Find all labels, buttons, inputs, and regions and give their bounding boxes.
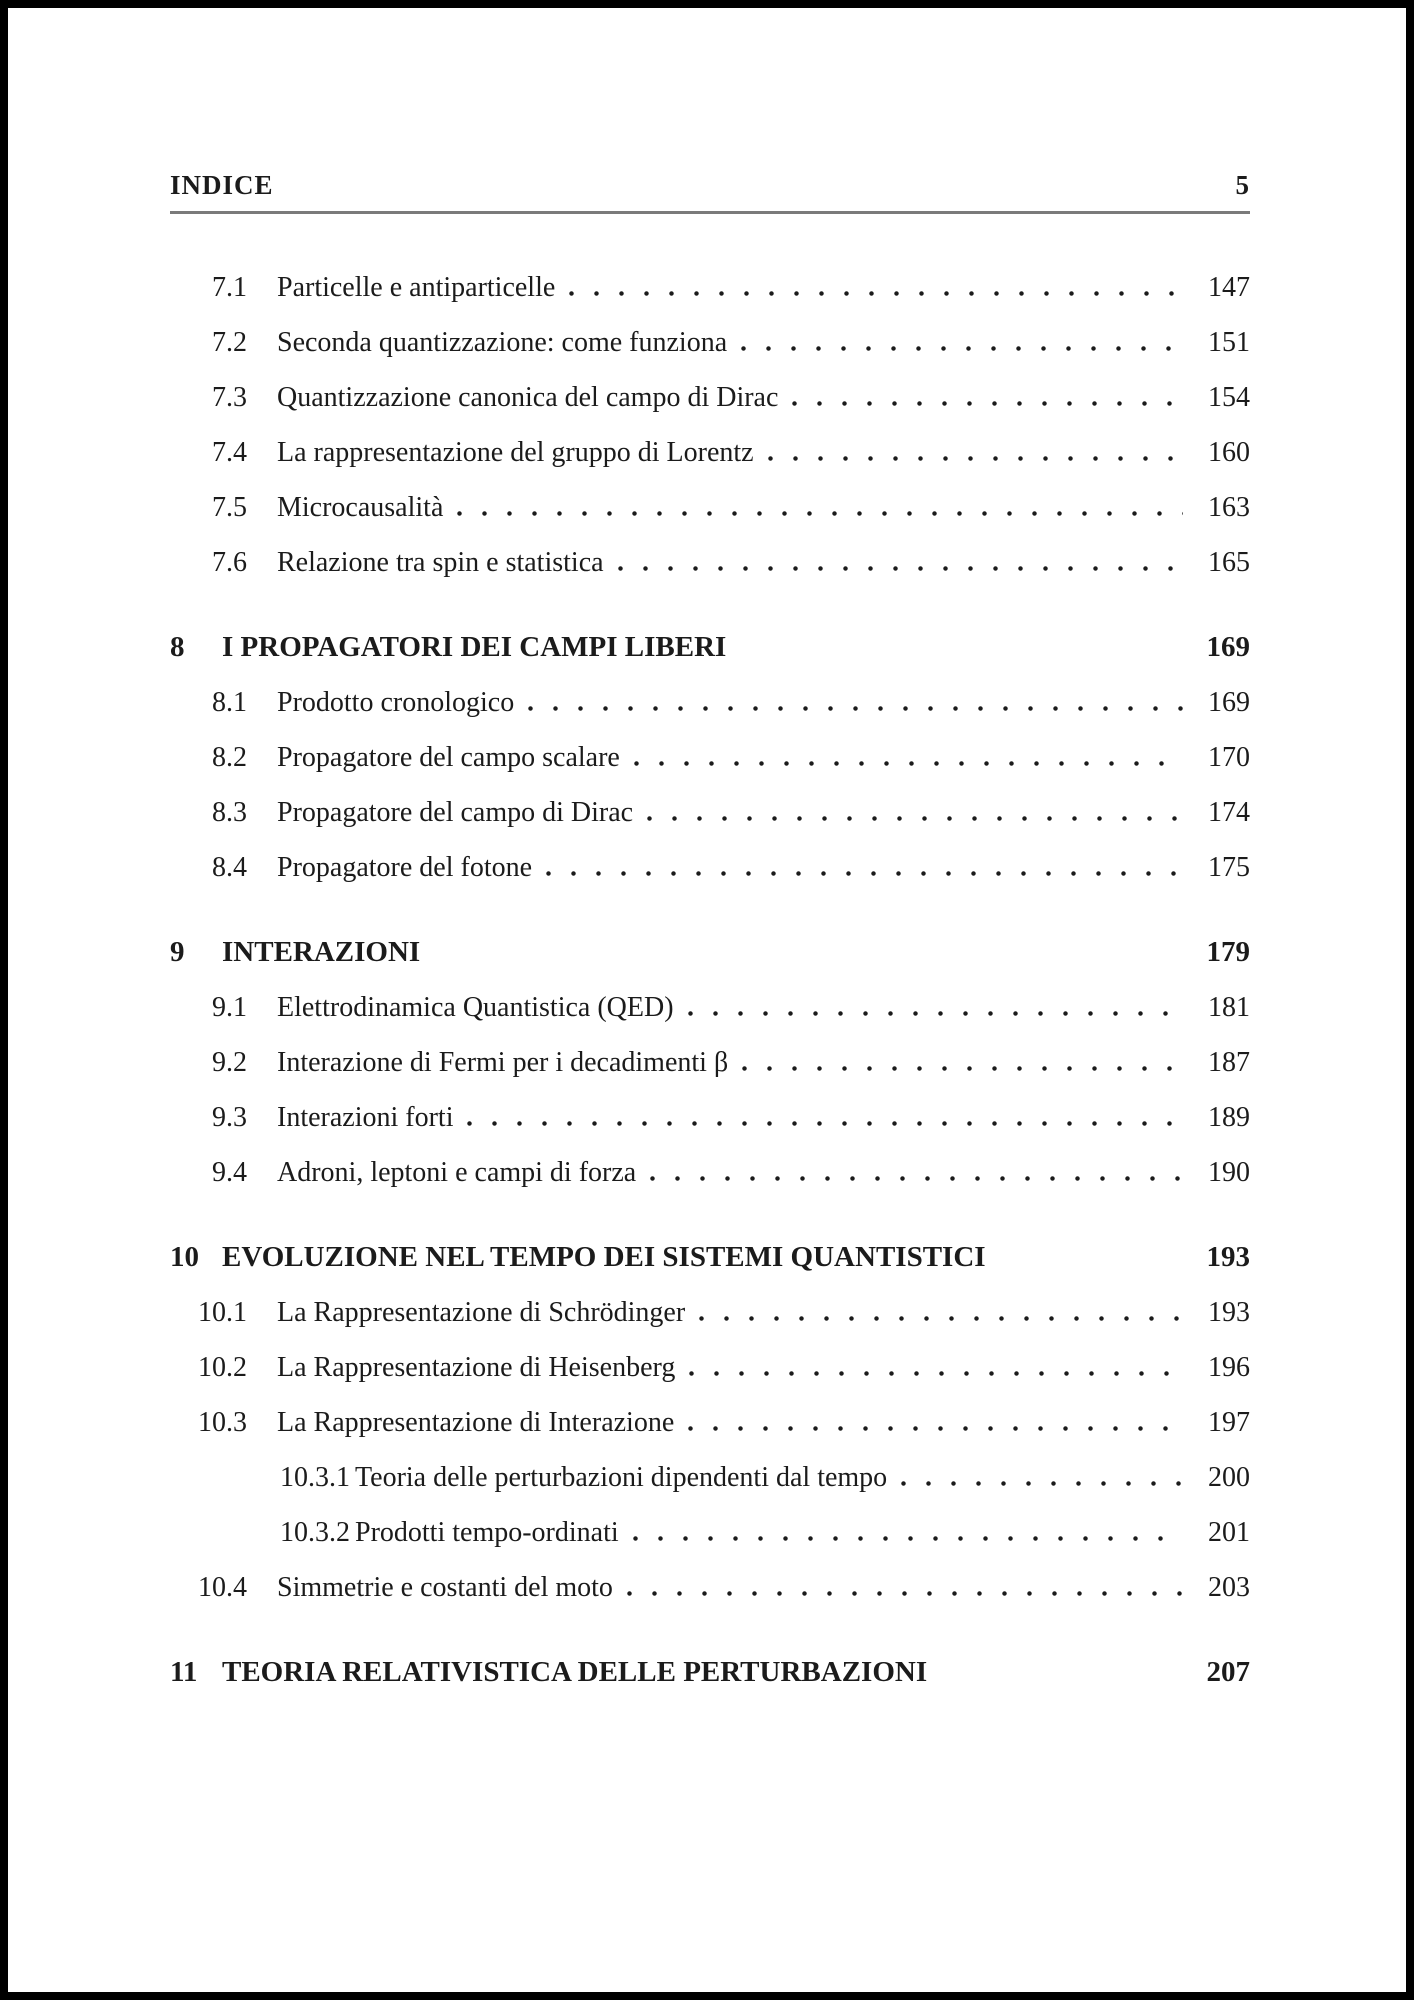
toc-entry-title: Seconda quantizzazione: come funziona [277,327,728,358]
toc-entry-page: 189 [1208,1102,1250,1133]
toc-entry-page: 193 [1206,1241,1250,1273]
toc-entry-number: 9.2 [212,1047,247,1078]
dot-leader [546,871,1183,876]
toc-entry-page: 160 [1208,437,1250,468]
toc-entry-number: 8.4 [212,852,247,883]
dot-leader [741,346,1183,351]
toc-entry-number: 7.3 [212,382,247,413]
toc-entry-page: 201 [1208,1517,1250,1548]
toc-entry-title: Elettrodinamica Quantistica (QED) [277,992,674,1023]
toc-row-9.2 [170,1035,1250,1090]
toc-entry-title: TEORIA RELATIVISTICA DELLE PERTURBAZIONI [222,1656,928,1688]
toc-row-10.3.1 [170,1450,1250,1505]
toc-entry-page: 207 [1206,1656,1250,1688]
toc-entry-title: INTERAZIONI [222,936,421,968]
toc-entry-page: 179 [1206,936,1250,968]
toc-row-8.1 [170,675,1250,730]
toc-entry-title: Interazione di Fermi per i decadimenti β [277,1047,729,1078]
toc-entry-number: 10.1 [198,1297,247,1328]
dot-leader [634,761,1183,766]
toc-row-9 [170,925,1250,980]
toc-row-8.4 [170,840,1250,895]
dot-leader [688,1011,1183,1016]
toc-entry-number: 10.3.2 [280,1517,350,1548]
toc-entry-title: La Rappresentazione di Heisenberg [277,1352,676,1383]
toc-entry-number: 10 [170,1241,199,1273]
toc-entry-number: 10.3 [198,1407,247,1438]
toc-entry-page: 193 [1208,1297,1250,1328]
toc-entry-page: 203 [1208,1572,1250,1603]
toc-entry-title: Particelle e antiparticelle [277,272,556,303]
toc-row-9.3 [170,1090,1250,1145]
dot-leader [740,651,1183,656]
dot-leader [467,1121,1183,1126]
toc-entry-number: 9 [170,936,185,968]
toc-entry-number: 9.3 [212,1102,247,1133]
toc-entry-title: EVOLUZIONE NEL TEMPO DEI SISTEMI QUANTISTICI [222,1241,986,1273]
toc-row-11 [170,1645,1250,1700]
toc-row-10.3.2 [170,1505,1250,1560]
toc-entry-number: 10.4 [198,1572,247,1603]
dot-leader [768,456,1183,461]
toc-entry-title: Quantizzazione canonica del campo di Dirac [277,382,779,413]
toc-entry-title: La rappresentazione del gruppo di Lorentz [277,437,754,468]
toc-entry-page: 175 [1208,852,1250,883]
dot-leader [901,1481,1183,1486]
toc-entry-title: La Rappresentazione di Schrödinger [277,1297,686,1328]
toc-entry-title: Relazione tra spin e statistica [277,547,604,578]
header-page-number: 5 [1235,170,1250,200]
toc-entry-title: I PROPAGATORI DEI CAMPI LIBERI [222,631,727,663]
dot-leader [528,706,1183,711]
toc-row-10.1 [170,1285,1250,1340]
toc-entry-title: Prodotti tempo-ordinati [355,1517,619,1548]
toc-entry-page: 197 [1208,1407,1250,1438]
dot-leader [434,956,1183,961]
toc-entry-page: 190 [1208,1157,1250,1188]
dot-leader [688,1426,1183,1431]
toc-entry-number: 7.5 [212,492,247,523]
toc-entry-page: 187 [1208,1047,1250,1078]
toc-entry-title: La Rappresentazione di Interazione [277,1407,675,1438]
toc-row-7.3 [170,370,1250,425]
toc-entry-number: 8 [170,631,185,663]
dot-leader [569,291,1183,296]
toc-list [170,260,1250,1700]
toc-row-7.4 [170,425,1250,480]
toc-entry-number: 9.4 [212,1157,247,1188]
dot-leader [633,1536,1183,1541]
toc-entry-number: 9.1 [212,992,247,1023]
toc-entry-title: Propagatore del campo scalare [277,742,620,773]
dot-leader [699,1316,1183,1321]
toc-entry-number: 8.3 [212,797,247,828]
toc-entry-title: Microcausalità [277,492,444,523]
dot-leader [792,401,1183,406]
toc-entry-page: 196 [1208,1352,1250,1383]
toc-entry-number: 11 [170,1656,198,1688]
toc-entry-page: 154 [1208,382,1250,413]
dot-leader [941,1676,1183,1681]
dot-leader [742,1066,1183,1071]
toc-row-10 [170,1230,1250,1285]
toc-entry-number: 7.4 [212,437,247,468]
toc-entry-title: Propagatore del fotone [277,852,533,883]
dot-leader [647,816,1183,821]
toc-entry-page: 151 [1208,327,1250,358]
toc-entry-page: 165 [1208,547,1250,578]
toc-row-9.4 [170,1145,1250,1200]
toc-row-8.3 [170,785,1250,840]
toc-entry-number: 7.2 [212,327,247,358]
toc-entry-title: Prodotto cronologico [277,687,515,718]
toc-entry-number: 10.3.1 [280,1462,350,1493]
toc-entry-page: 181 [1208,992,1250,1023]
running-header [170,8,1250,202]
dot-leader [627,1591,1183,1596]
toc-row-7.1 [170,260,1250,315]
toc-entry-number: 8.2 [212,742,247,773]
toc-row-10.2 [170,1340,1250,1395]
toc-entry-title: Teoria delle perturbazioni dipendenti dal tempo [355,1462,888,1493]
toc-entry-number: 10.2 [198,1352,247,1383]
toc-entry-page: 174 [1208,797,1250,828]
header-title: INDICE [170,170,274,200]
toc-row-8 [170,620,1250,675]
dot-leader [650,1176,1183,1181]
toc-row-10.3 [170,1395,1250,1450]
dot-leader [457,511,1183,516]
toc-entry-page: 169 [1208,687,1250,718]
toc-row-9.1 [170,980,1250,1035]
toc-entry-title: Simmetrie e costanti del moto [277,1572,613,1603]
toc-row-7.2 [170,315,1250,370]
toc-entry-page: 170 [1208,742,1250,773]
toc-entry-number: 7.6 [212,547,247,578]
toc-entry-page: 163 [1208,492,1250,523]
header-rule [170,211,1250,214]
toc-entry-title: Adroni, leptoni e campi di forza [277,1157,637,1188]
toc-entry-page: 200 [1208,1462,1250,1493]
toc-entry-page: 169 [1206,631,1250,663]
dot-leader [1000,1261,1183,1266]
toc-row-10.4 [170,1560,1250,1615]
toc-entry-number: 8.1 [212,687,247,718]
toc-entry-title: Propagatore del campo di Dirac [277,797,634,828]
toc-entry-title: Interazioni forti [277,1102,454,1133]
toc-entry-number: 7.1 [212,272,247,303]
toc-row-7.6 [170,535,1250,590]
dot-leader [689,1371,1183,1376]
toc-row-8.2 [170,730,1250,785]
toc-entry-page: 147 [1208,272,1250,303]
toc-row-7.5 [170,480,1250,535]
text-block [170,8,1250,1700]
dot-leader [618,566,1183,571]
